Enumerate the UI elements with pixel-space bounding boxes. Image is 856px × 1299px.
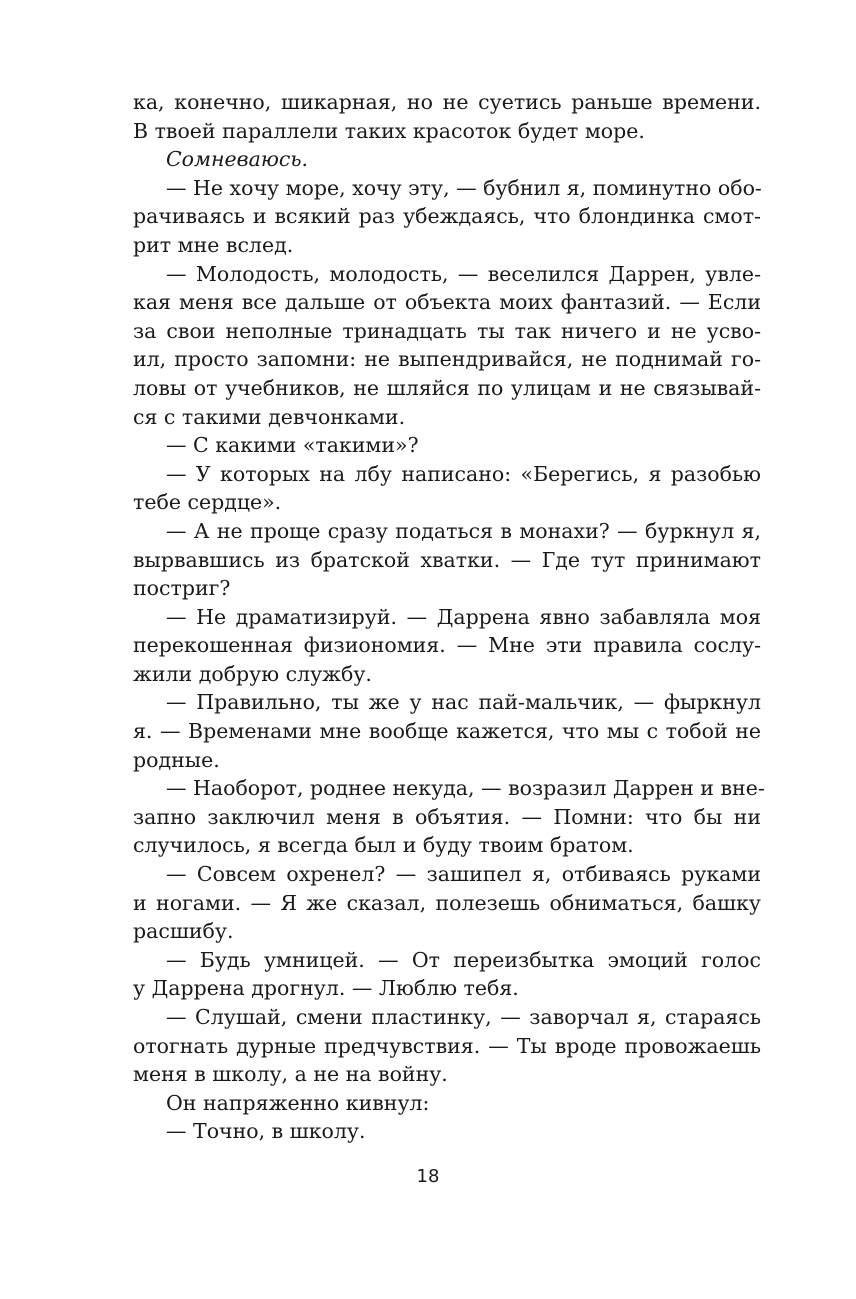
text-line: рачиваясь и всякий раз убеждаясь, что блондинка смот-: [133, 204, 761, 229]
text-line: — Молодость, молодость, — веселился Даррен, увле-: [166, 261, 761, 286]
text-line: и ногами. — Я же сказал, полезешь обниматься, башку: [133, 890, 761, 915]
text-line: у Даррена дрогнул. — Люблю тебя.: [133, 976, 519, 1001]
italic-thought: Сомневаюсь.: [166, 147, 309, 172]
text-line: — С какими «такими»?: [166, 433, 419, 458]
text-line: отогнать дурные предчувствия. — Ты вроде провожаешь: [133, 1033, 761, 1058]
page-number: 18: [416, 1166, 440, 1187]
text-line: ся с такими девчонками.: [133, 404, 406, 429]
text-line: за свои неполные тринадцать ты так ничего и не усво-: [133, 318, 761, 343]
text-line: — Точно, в школу.: [166, 1119, 366, 1144]
text-line: расшибу.: [133, 919, 234, 944]
text-line-italic: [133, 145, 761, 174]
text-line: перекошенная физиономия. — Мне эти правила сослу-: [133, 633, 761, 658]
text-line: ка, конечно, шикарная, но не суетись раньше времени.: [133, 90, 761, 114]
text-line: — А не проще сразу податься в монахи? — буркнул я,: [166, 518, 761, 543]
text-line: — У которых на лбу написано: «Берегись, я разобью: [166, 461, 761, 486]
text-line: случилось, я всегда был и буду твоим братом.: [133, 833, 634, 858]
text-line: родные.: [133, 747, 220, 772]
text-line: ил, просто запомни: не выпендривайся, не поднимай го-: [133, 347, 761, 372]
text-line: тебе сердце».: [133, 490, 282, 515]
text-line: постриг?: [133, 576, 231, 601]
text-line: В твоей параллели таких красоток будет море.: [133, 118, 645, 143]
text-line: жили добрую службу.: [133, 661, 372, 686]
text-line: ловы от учебников, не шляйся по улицам и не связывай-: [133, 375, 761, 400]
text-line: — Наоборот, роднее некуда, — возразил Даррен и вне-: [166, 776, 765, 801]
text-line: — Правильно, ты же у нас пай-мальчик, — фыркнул: [166, 690, 761, 715]
text-line: вырвавшись из братской хватки. — Где тут принимают: [133, 547, 761, 572]
text-line: кая меня все дальше от объекта моих фантазий. — Если: [133, 290, 761, 315]
text-line: запно заключил меня в объятия. — Помни: что бы ни: [133, 804, 761, 829]
text-line: — Не драматизируй. — Даррена явно забавляла моя: [166, 604, 761, 629]
text-line: — Не хочу море, хочу эту, — бубнил я, поминутно обо-: [166, 175, 762, 200]
body-text: [133, 88, 765, 1146]
text-line: — Будь умницей. — От переизбытка эмоций голос: [166, 947, 761, 972]
text-line: — Слушай, смени пластинку, — заворчал я, стараясь: [166, 1005, 761, 1029]
text-line: рит мне вслед.: [133, 232, 294, 257]
text-line: я. — Временами мне вообще кажется, что мы с тобой не: [133, 719, 761, 744]
text-line: Он напряженно кивнул:: [166, 1090, 430, 1115]
text-line: — Совсем охренел? — зашипел я, отбиваясь руками: [166, 862, 761, 887]
text-line: меня в школу, а не на войну.: [133, 1062, 448, 1087]
